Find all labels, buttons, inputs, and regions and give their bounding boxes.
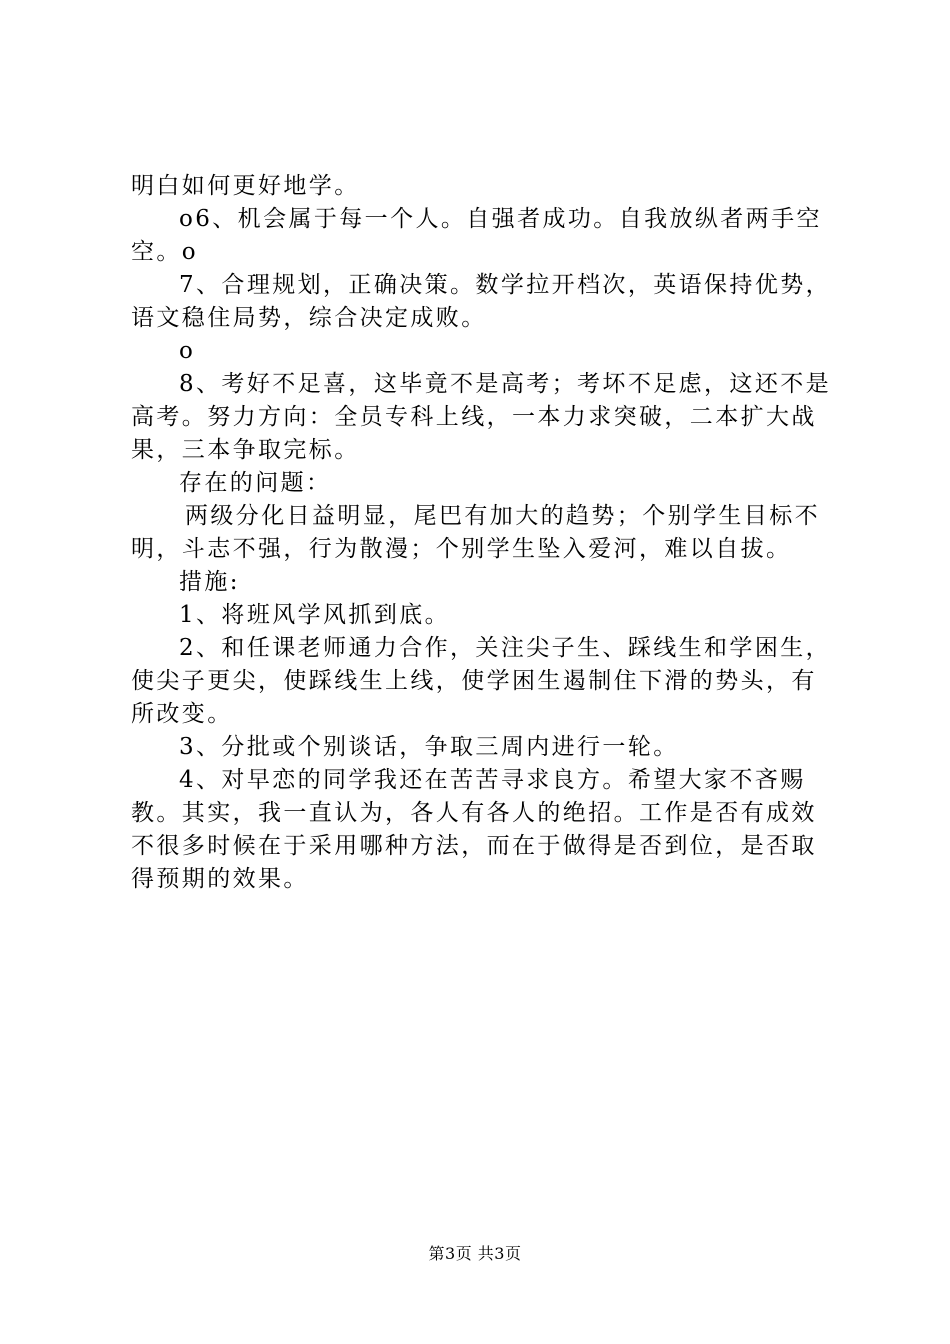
measure-item-4: 4、对早恋的同学我还在苦苦寻求良方。希望大家不吝赐教。其实，我一直认为，各人有各人的绝招。工作是否有成效不很多时候在于采用哪种方法，而在于做得是否到位，是否取得预期的效果。 [131,767,817,892]
document-body [131,170,839,896]
measure-item-3: 3、分批或个别谈话，争取三周内进行一轮。 [179,734,679,760]
page-number-footer: 第3页 共3页 [428,1244,522,1263]
measure-item-2: 2、和任课老师通力合作，关注尖子生、踩线生和学困生，使尖子更尖，使踩线生上线，使学困生遏制住下滑的势头，有所改变。 [131,635,832,727]
paragraph-1: 明白如何更好地学。 [131,173,360,199]
paragraph-problems: 两级分化日益明显，尾巴有加大的趋势；个别学生目标不明，斗志不强，行为散漫；个别学生坠入爱河，难以自拔。 [131,503,820,562]
measure-item-1: 1、将班风学风抓到底。 [179,602,451,628]
section-heading-measures: 措施: [179,569,240,595]
section-heading-problems: 存在的问题： [179,470,332,496]
paragraph-3: 7、合理规划，正确决策。数学拉开档次，英语保持优势，语文稳住局势，综合决定成败。 [131,272,832,331]
paragraph-5: 8、考好不足喜，这毕竟不是高考；考坏不足虑，这还不是高考。努力方向：全员专科上线，一本力求突破，二本扩大战果，三本争取完标。 [131,371,832,463]
paragraph-2: o6、机会属于每一个人。自强者成功。自我放纵者两手空空。o [131,206,822,265]
paragraph-4: o [179,338,196,364]
